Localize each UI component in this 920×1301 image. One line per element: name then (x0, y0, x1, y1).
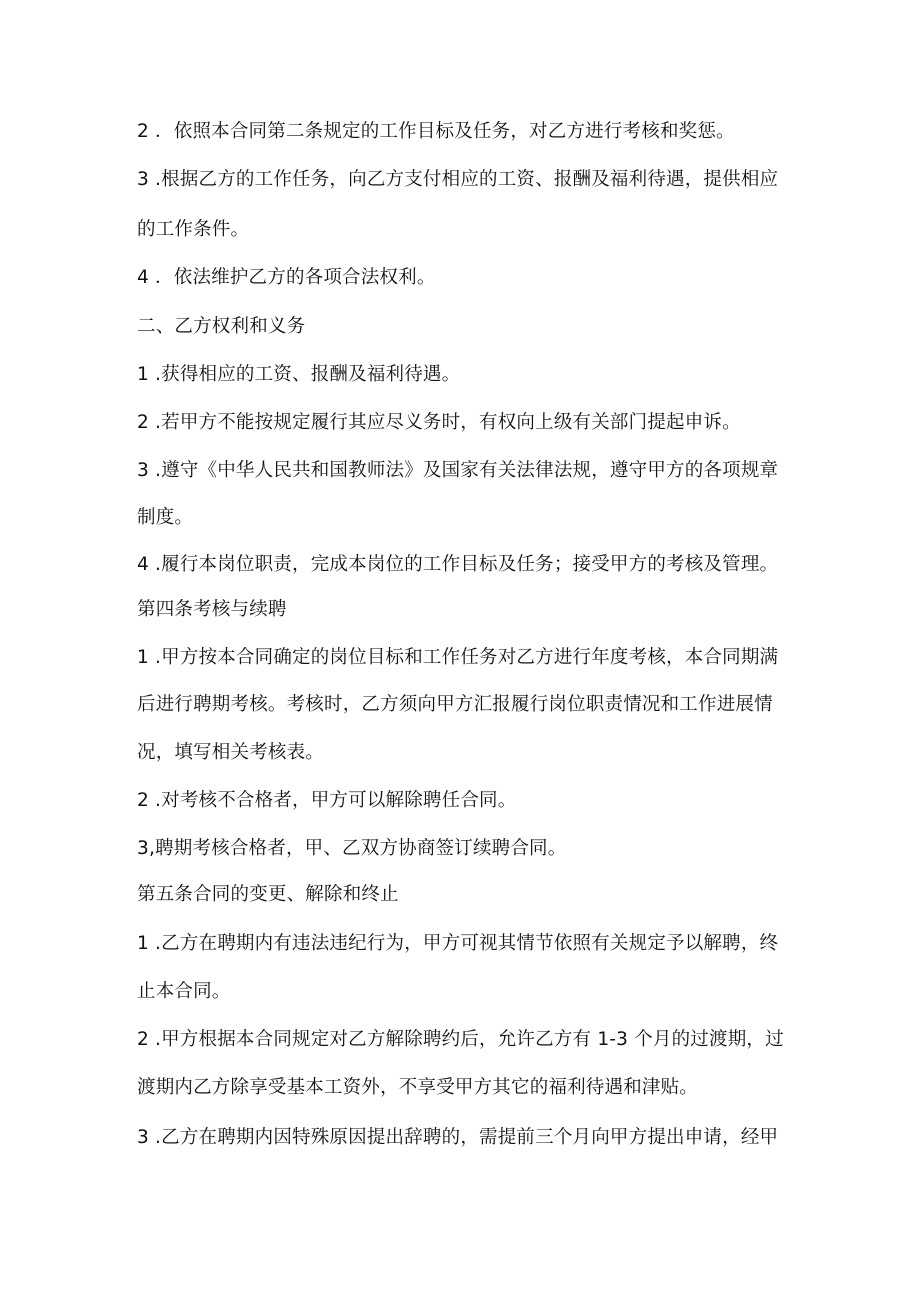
clause-assessment-3: 3,聘期考核合格者，甲、乙双方协商签订续聘合同。 (137, 838, 567, 859)
clause-termination-1-cont: 止本合同。 (137, 981, 231, 1002)
clause-termination-2-cont: 渡期内乙方除享受基本工资外，不享受甲方其它的福利待遇和津贴。 (137, 1077, 699, 1098)
clause-party-a-4: 4 ．依法维护乙方的各项合法权利。 (137, 267, 436, 288)
clause-assessment-2: 2 .对考核不合格者，甲方可以解除聘任合同。 (137, 790, 517, 811)
article-4-heading: 第四条考核与续聘 (137, 599, 287, 620)
clause-termination-3: 3 .乙方在聘期内因特殊原因提出辞聘的，需提前三个月向甲方提出申请，经甲 (137, 1127, 779, 1148)
clause-party-b-2: 2 .若甲方不能按规定履行其应尽义务时，有权向上级有关部门提起申诉。 (137, 412, 741, 433)
clause-party-b-3: 3 .遵守《中华人民共和国教师法》及国家有关法律法规，遵守甲方的各项规章 (137, 460, 779, 481)
clause-termination-2: 2 .甲方根据本合同规定对乙方解除聘约后，允许乙方有 1-3 个月的过渡期，过 (137, 1029, 784, 1050)
article-5-heading: 第五条合同的变更、解除和终止 (137, 884, 399, 905)
clause-assessment-1-cont-b: 况，填写相关考核表。 (137, 742, 325, 763)
clause-party-b-4: 4 .履行本岗位职责，完成本岗位的工作目标及任务；接受甲方的考核及管理。 (137, 554, 779, 575)
clause-party-b-3-cont: 制度。 (137, 507, 194, 528)
clause-party-a-3-cont: 的工作条件。 (137, 219, 250, 240)
clause-assessment-1: 1 .甲方按本合同确定的岗位目标和工作任务对乙方进行年度考核，本合同期满 (137, 647, 779, 668)
clause-termination-1: 1 .乙方在聘期内有违法违纪行为，甲方可视其情节依照有关规定予以解聘，终 (137, 933, 779, 954)
clause-party-a-2: 2 ．依照本合同第二条规定的工作目标及任务，对乙方进行考核和奖惩。 (137, 121, 735, 142)
clause-party-a-3: 3 .根据乙方的工作任务，向乙方支付相应的工资、报酬及福利待遇，提供相应 (137, 169, 779, 190)
clause-assessment-1-cont-a: 后进行聘期考核。考核时，乙方须向甲方汇报履行岗位职责情况和工作进展情 (137, 694, 773, 715)
section-heading-party-b: 二、乙方权利和义务 (137, 316, 306, 337)
clause-party-b-1: 1 .获得相应的工资、报酬及福利待遇。 (137, 364, 461, 385)
